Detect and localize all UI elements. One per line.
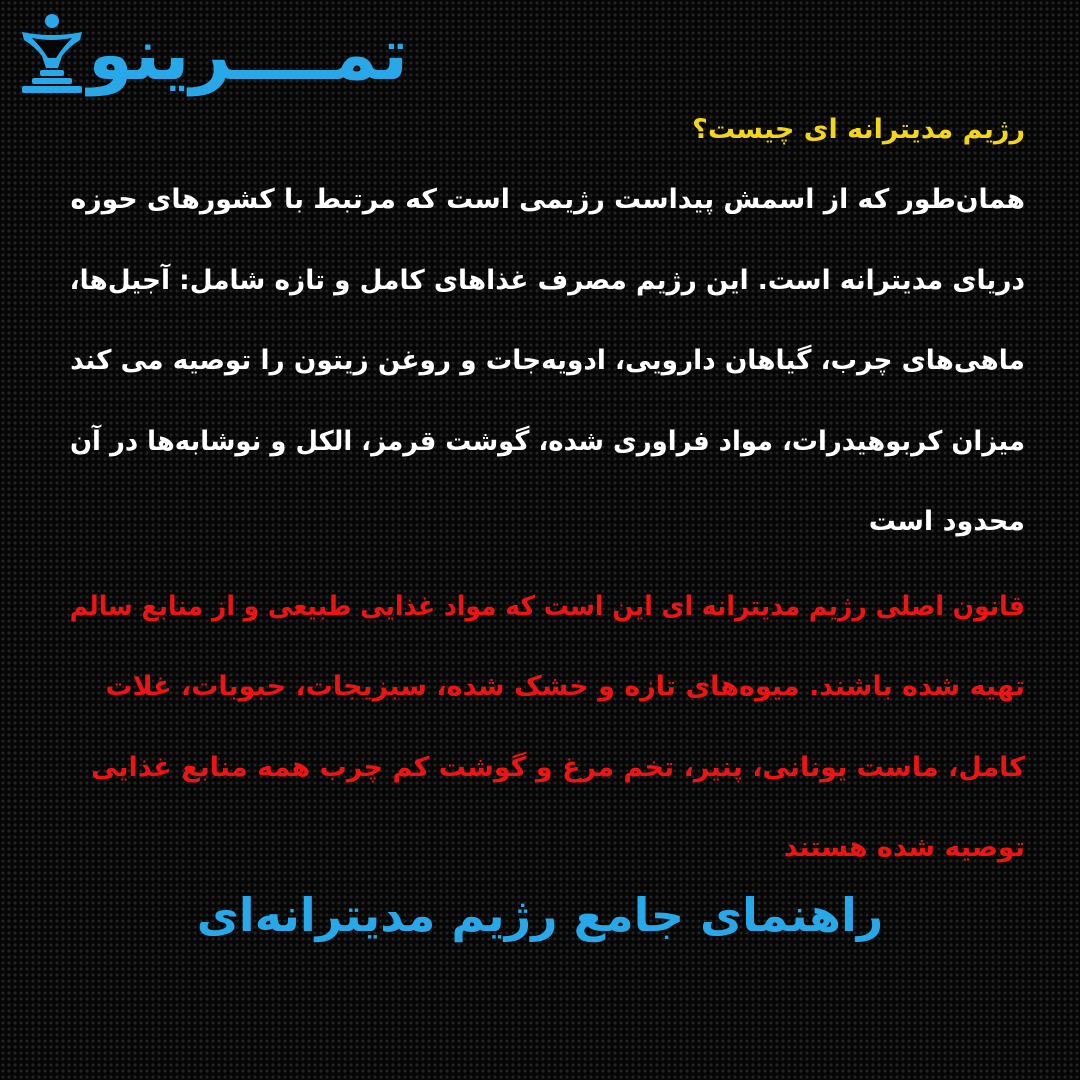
paragraph-description <box>70 160 1025 563</box>
paragraph-line: تهیه شده باشند. میوه‌های تازه و خشک شده، سبزیجات، حبوبات، غلات <box>105 671 1025 702</box>
paragraph-line: همان‌طور که از اسمش پیداست رژیمی است که مرتبط با کشورهای حوزه <box>70 184 1025 215</box>
article-content <box>70 102 1025 889</box>
trophy-cup-icon <box>18 12 86 96</box>
footer-title: راهنمای جامع رژیم مدیترانه‌ای <box>196 888 884 942</box>
brand-logo <box>18 10 438 98</box>
paragraph-line: ماهی‌های چرب، گیاهان دارویی، ادویه‌جات و روغن زیتون را توصیه می کند <box>70 345 1026 376</box>
paragraph-main-rule <box>70 567 1025 889</box>
section-question-heading: رژیم مدیترانه ای چیست؟ <box>692 114 1025 145</box>
logo-text: تمــــرینو <box>88 12 409 96</box>
paragraph-line: کامل، ماست یونانی، پنیر، تخم مرغ و گوشت کم چرب همه منابع غذایی <box>91 751 1025 783</box>
paragraph-line: دریای مدیترانه است. این رژیم مصرف غذاهای کامل و تازه شامل: آجیل‌ها، <box>69 264 1026 296</box>
paragraph-line: توصیه شده هستند <box>783 832 1025 863</box>
paragraph-line: میزان کربوهیدرات، مواد فراوری شده، گوشت قرمز، الکل و نوشابه‌ها در آن <box>69 425 1025 457</box>
paragraph-line: محدود است <box>868 506 1025 537</box>
paragraph-line: قانون اصلی رژیم مدیترانه ای این است که مواد غذایی طبیعی و از منابع سالم <box>69 590 1026 622</box>
